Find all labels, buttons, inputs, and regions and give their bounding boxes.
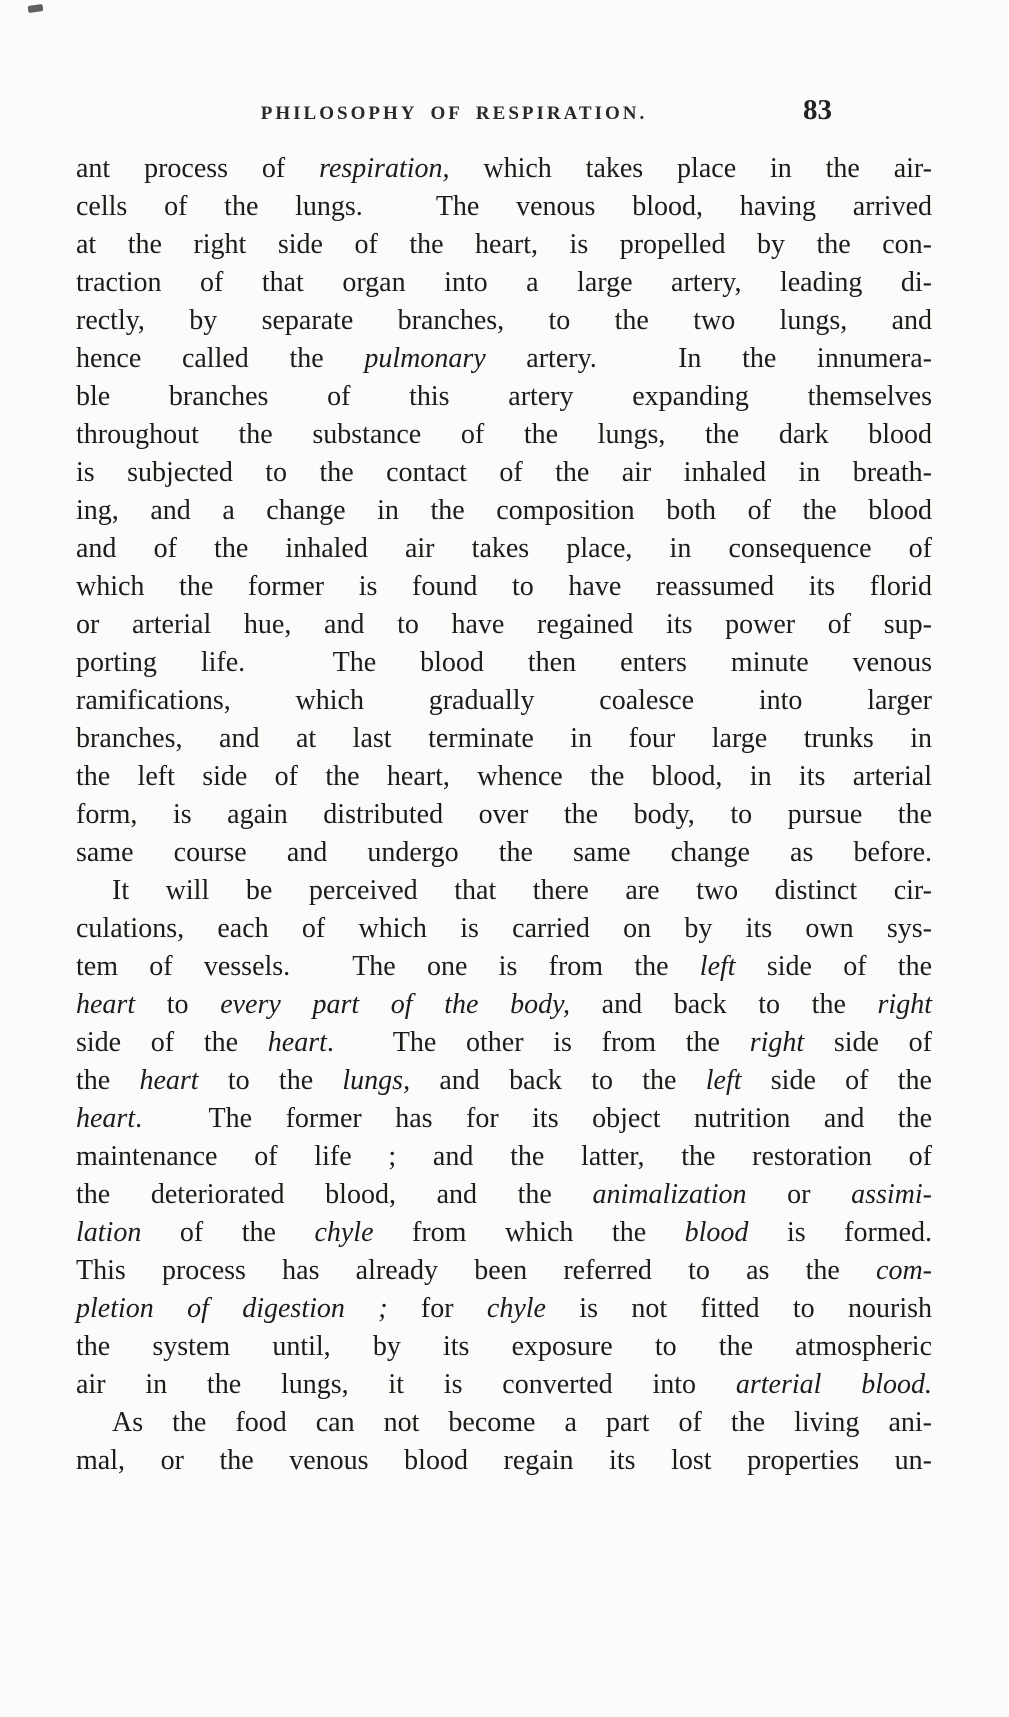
text-line (76, 1290, 932, 1328)
text-segment: is subjected to the contact of the air inhaled in breath- (76, 457, 932, 488)
text-line (76, 1138, 932, 1176)
page-header (76, 96, 932, 138)
text-line (76, 1328, 932, 1366)
text-line (76, 682, 932, 720)
text-segment: . The former has for its object nutrition and the (135, 1103, 932, 1134)
text-line (76, 378, 932, 416)
text-line (76, 872, 932, 910)
text-segment: It will be perceived that there are two distinct cir- (112, 875, 932, 906)
text-segment: same course and undergo the same change as before. (76, 837, 932, 868)
text-line (76, 1024, 932, 1062)
text-segment: . The other is from the (326, 1027, 750, 1058)
text-line (76, 188, 932, 226)
italic-text: heart (76, 1103, 136, 1134)
text-segment: at the right side of the heart, is propelled by the con- (76, 229, 932, 260)
text-line (76, 302, 932, 340)
italic-text: pletion of digestion ; (76, 1293, 388, 1324)
italic-text: heart (76, 989, 136, 1020)
text-segment: As the food can not become a part of the living ani- (112, 1407, 932, 1438)
text-line (76, 454, 932, 492)
italic-text: animalization (592, 1179, 747, 1210)
text-line (76, 530, 932, 568)
text-segment: and of the inhaled air takes place, in consequence of (76, 533, 932, 564)
text-segment: side of the (741, 1065, 932, 1096)
text-line (76, 568, 932, 606)
text-line (76, 720, 932, 758)
text-segment: mal, or the venous blood regain its lost properties un- (76, 1445, 932, 1476)
text-line (76, 1214, 932, 1252)
text-segment: culations, each of which is carried on by its own sys- (76, 913, 932, 944)
text-segment: from which the (373, 1217, 685, 1248)
text-segment: porting life. The blood then enters minute venous (76, 647, 932, 678)
italic-text: right (749, 1027, 805, 1058)
text-segment: branches, and at last terminate in four large trunks in (76, 723, 932, 754)
body-text (76, 150, 932, 1480)
text-line (76, 948, 932, 986)
text-segment: the (76, 1065, 140, 1096)
text-segment: the deteriorated blood, and the (76, 1179, 593, 1210)
text-segment: hence called the (76, 343, 365, 374)
text-line (76, 1100, 932, 1138)
text-segment: is formed. (748, 1217, 933, 1248)
text-segment: which takes place in the air- (449, 153, 932, 184)
running-head-title: PHILOSOPHY OF RESPIRATION. (260, 103, 648, 124)
text-line (76, 416, 932, 454)
text-segment: or (746, 1179, 852, 1210)
text-segment: and back to the (410, 1065, 706, 1096)
text-segment: traction of that organ into a large artery, leading di- (76, 267, 932, 298)
italic-text: arterial blood. (735, 1369, 933, 1400)
text-segment: air in the lungs, it is converted into (76, 1369, 736, 1400)
text-segment: is not fitted to nourish (545, 1293, 933, 1324)
text-line (76, 986, 932, 1024)
text-segment: and back to the (569, 989, 878, 1020)
text-line (76, 150, 932, 188)
text-segment: which the former is found to have reassumed its florid (76, 571, 932, 602)
text-segment: tem of vessels. The one is from the (76, 951, 700, 982)
text-line (76, 340, 932, 378)
text-line (76, 1366, 932, 1404)
text-line (76, 834, 932, 872)
text-line (76, 492, 932, 530)
italic-text: assimi- (851, 1179, 932, 1210)
text-segment: This process has already been referred to as the (76, 1255, 877, 1286)
text-segment: maintenance of life ; and the latter, the restoration of (76, 1141, 932, 1172)
italic-text: right (877, 989, 932, 1020)
italic-text: pulmonary (364, 343, 486, 374)
text-segment: ramifications, which gradually coalesce into larger (76, 685, 932, 716)
text-line (76, 606, 932, 644)
italic-text: left (699, 951, 736, 982)
italic-text: every part of the body, (220, 989, 570, 1020)
text-line (76, 226, 932, 264)
text-segment: side of the (735, 951, 932, 982)
italic-text: com- (876, 1255, 932, 1286)
text-segment: ant process of (76, 153, 320, 184)
text-segment: the system until, by its exposure to the atmospheric (76, 1331, 932, 1362)
italic-text: lungs, (342, 1065, 411, 1096)
text-segment: cells of the lungs. The venous blood, having arrived (76, 191, 932, 222)
italic-text: left (705, 1065, 742, 1096)
text-segment: side of the (76, 1027, 268, 1058)
text-line (76, 1442, 932, 1480)
text-segment: ble branches of this artery expanding themselves (76, 381, 932, 412)
text-line (76, 1404, 932, 1442)
text-line (76, 264, 932, 302)
text-segment: throughout the substance of the lungs, the dark blood (76, 419, 932, 450)
italic-text: heart (139, 1065, 199, 1096)
text-line (76, 644, 932, 682)
italic-text: blood (684, 1217, 749, 1248)
text-segment: the left side of the heart, whence the blood, in its arterial (76, 761, 932, 792)
text-segment: artery. In the innumera- (485, 343, 932, 374)
text-line (76, 796, 932, 834)
page-number: 83 (803, 94, 832, 126)
text-line (76, 1062, 932, 1100)
text-segment: rectly, by separate branches, to the two lungs, and (76, 305, 932, 336)
italic-text: heart (267, 1027, 327, 1058)
text-segment: form, is again distributed over the body, to pursue the (76, 799, 932, 830)
italic-text: respiration, (319, 153, 450, 184)
text-segment: side of (804, 1027, 932, 1058)
text-segment: of the (141, 1217, 315, 1248)
italic-text: chyle (314, 1217, 374, 1248)
text-segment: ing, and a change in the composition both of the blood (76, 495, 932, 526)
text-segment: for (387, 1293, 487, 1324)
text-segment: to (135, 989, 221, 1020)
text-segment: to the (198, 1065, 343, 1096)
text-line (76, 758, 932, 796)
italic-text: lation (76, 1217, 142, 1248)
text-segment: or arterial hue, and to have regained its power of sup- (76, 609, 932, 640)
text-line (76, 1176, 932, 1214)
text-line (76, 910, 932, 948)
text-line (76, 1252, 932, 1290)
italic-text: chyle (486, 1293, 546, 1324)
scan-artifact (28, 4, 44, 13)
